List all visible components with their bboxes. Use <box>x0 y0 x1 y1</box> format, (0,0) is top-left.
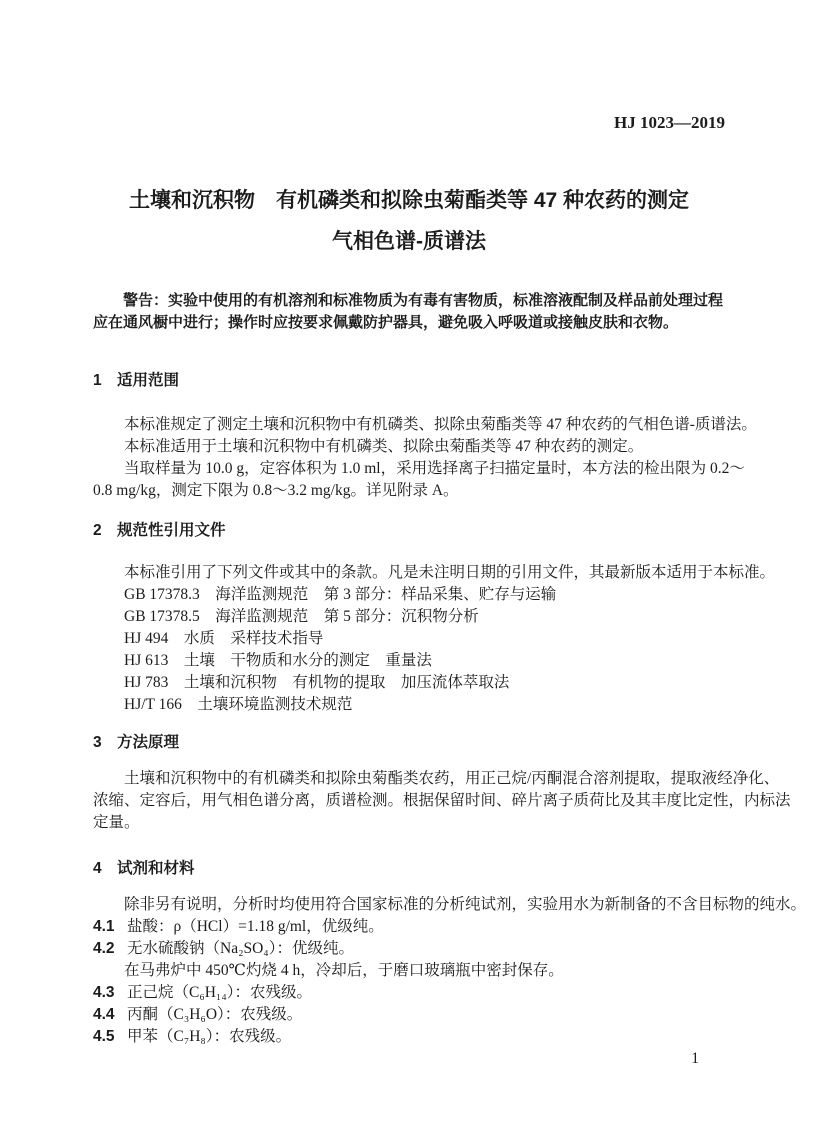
paragraph-line: 浓缩、定容后，用气相色谱分离，质谱检测。根据保留时间、碎片离子质荷比及其丰度比定性，内标法 <box>93 792 791 809</box>
reference-item: HJ/T 166 土壤环境监测技术规范 <box>124 696 353 713</box>
clause-number: 4.5 <box>93 1028 115 1045</box>
clause-number: 4.3 <box>93 984 115 1001</box>
section-1-body <box>93 414 757 502</box>
section-4-number: 4 <box>93 860 102 877</box>
section-1-number: 1 <box>93 372 102 389</box>
clause-item <box>93 1004 725 1026</box>
clause-text: 甲苯（C₇H₈）：农残级。 <box>127 1028 292 1045</box>
section-1-heading <box>93 370 725 392</box>
clause-item <box>93 1026 725 1048</box>
paragraph-line: 土壤和沉积物中的有机磷类和拟除虫菊酯类农药，用正己烷/丙酮混合溶剂提取，提取液经净化、 <box>124 770 780 787</box>
clause-note: 在马弗炉中 450℃灼烧 4 h，冷却后，于磨口玻璃瓶中密封保存。 <box>124 962 564 979</box>
section-3-heading <box>93 732 725 754</box>
reference-item: HJ 783 土壤和沉积物 有机物的提取 加压流体萃取法 <box>124 674 510 691</box>
clause-text: 正己烷（C₆H₁₄）：农残级。 <box>127 984 312 1001</box>
section-3-title: 方法原理 <box>117 734 180 751</box>
doc-number: HJ 1023—2019 <box>614 113 725 132</box>
paragraph-line: 除非另有说明，分析时均使用符合国家标准的分析纯试剂，实验用水为新制备的不含目标物的纯水。 <box>124 896 807 913</box>
reference-item: HJ 494 水质 采样技术指导 <box>124 630 324 647</box>
section-2-title: 规范性引用文件 <box>117 522 226 539</box>
clause-item <box>93 916 725 938</box>
document-title-line1: 土壤和沉积物 有机磷类和拟除虫菊酯类等 47 种农药的测定 <box>128 189 690 212</box>
clause-number: 4.1 <box>93 918 115 935</box>
clause-item <box>93 938 725 960</box>
section-3-number: 3 <box>93 734 102 751</box>
section-3-body <box>93 768 791 834</box>
page-number: 1 <box>691 1050 699 1067</box>
clause-number: 4.2 <box>93 940 115 957</box>
section-4-heading <box>93 858 725 880</box>
document-title-line2: 气相色谱-质谱法 <box>332 230 486 253</box>
paragraph-line: 本标准适用于土壤和沉积物中有机磷类、拟除虫菊酯类等 47 种农药的测定。 <box>124 438 644 455</box>
paragraph-line: 本标准规定了测定土壤和沉积物中有机磷类、拟除虫菊酯类等 47 种农药的气相色谱-质谱法。 <box>124 416 757 433</box>
paragraph-line: 当取样量为 10.0 g，定容体积为 1.0 ml，采用选择离子扫描定量时，本方法的检出限为 0.2～ <box>124 460 745 477</box>
section-2-heading <box>93 520 725 542</box>
reference-item: GB 17378.5 海洋监测规范 第 5 部分：沉积物分析 <box>124 608 479 625</box>
clause-text: 盐酸：ρ（HCl）=1.18 g/ml，优级纯。 <box>127 918 384 935</box>
paragraph-line: 定量。 <box>93 814 140 831</box>
warning-line-1: 警告：实验中使用的有机溶剂和标准物质为有毒有害物质，标准溶液配制及样品前处理过程 <box>123 292 724 309</box>
section-4-body <box>93 894 807 1048</box>
warning-paragraph <box>93 290 725 334</box>
clause-text: 无水硫酸钠（Na₂SO₄）：优级纯。 <box>127 940 354 957</box>
section-1-title: 适用范围 <box>117 372 180 389</box>
section-2-body <box>93 562 776 716</box>
section-2-number: 2 <box>93 522 102 539</box>
clause-number: 4.4 <box>93 1006 115 1023</box>
paragraph-line: 本标准引用了下列文件或其中的条款。凡是未注明日期的引用文件，其最新版本适用于本标准。 <box>124 564 776 581</box>
reference-item: GB 17378.3 海洋监测规范 第 3 部分：样品采集、贮存与运输 <box>124 586 557 603</box>
reference-item: HJ 613 土壤 干物质和水分的测定 重量法 <box>124 652 432 669</box>
clause-item <box>93 982 725 1004</box>
paragraph-line: 0.8 mg/kg，测定下限为 0.8～3.2 mg/kg。详见附录 A。 <box>93 482 459 499</box>
section-4-title: 试剂和材料 <box>117 860 195 877</box>
clause-text: 丙酮（C₃H₆O）：农残级。 <box>127 1006 303 1023</box>
warning-line-2: 应在通风橱中进行；操作时应按要求佩戴防护器具，避免吸入呼吸道或接触皮肤和衣物。 <box>93 314 679 331</box>
